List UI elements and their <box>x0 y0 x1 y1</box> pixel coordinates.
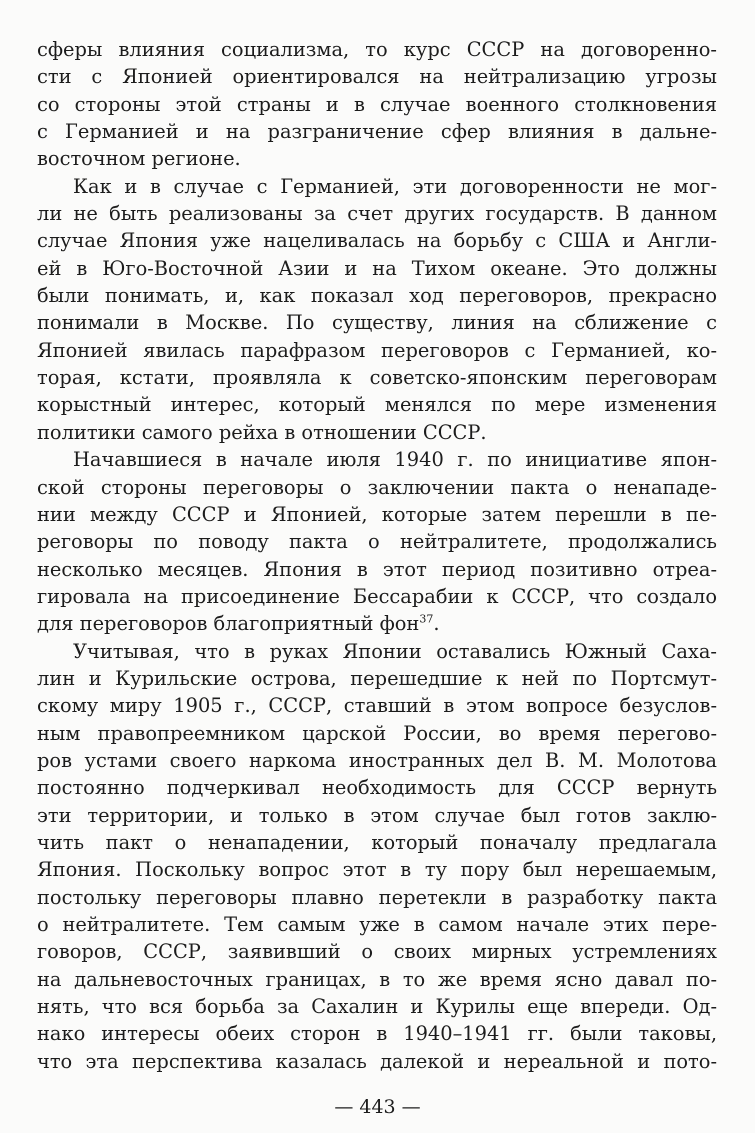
line-text: с Германией и на разграничение сфер влияния в дальне- <box>37 120 717 144</box>
text-line <box>37 638 717 665</box>
page-number: — 443 — <box>334 1096 421 1118</box>
text-line <box>37 747 717 774</box>
text-line <box>37 829 717 856</box>
text-line <box>37 884 717 911</box>
line-text: Япония. Поскольку вопрос этот в ту пору был нерешаемым, <box>37 858 717 882</box>
text-line <box>37 911 717 938</box>
line-text: несколько месяцев. Япония в этот период позитивно отреа- <box>37 557 717 581</box>
text-line <box>37 993 717 1020</box>
text-line <box>37 145 717 172</box>
text-line <box>37 1020 717 1047</box>
text-line <box>37 774 717 801</box>
footnote-punctuation: . <box>433 612 440 636</box>
line-text: нии между СССР и Японией, которые затем перешли в пе- <box>37 502 717 526</box>
text-line <box>37 665 717 692</box>
line-text: были понимать, и, как показал ход переговоров, прекрасно <box>37 284 717 308</box>
text-line <box>37 528 717 555</box>
text-line <box>37 91 717 118</box>
text-line <box>37 556 717 583</box>
line-text: торая, кстати, проявляла к советско-японским переговорам <box>37 366 717 390</box>
text-line <box>37 36 717 63</box>
line-text: нять, что вся борьба за Сахалин и Курилы еще впереди. Од- <box>37 995 717 1019</box>
line-text: говоров, СССР, заявивший о своих мирных устремлениях <box>37 940 717 964</box>
text-line <box>37 309 717 336</box>
line-text: нако интересы обеих сторон в 1940–1941 гг. были таковы, <box>37 1022 717 1046</box>
line-text: лин и Курильские острова, перешедшие к ней по Портсмут- <box>37 666 717 690</box>
line-text: случае Япония уже нацеливалась на борьбу с США и Англи- <box>37 229 717 253</box>
line-text: гировала на присоединение Бессарабии к СССР, что создало <box>37 584 717 608</box>
text-line <box>37 200 717 227</box>
text-line <box>37 474 717 501</box>
text-line <box>37 419 717 446</box>
line-text: о нейтралитете. Тем самым уже в самом начале этих пере- <box>37 913 717 936</box>
text-line <box>37 364 717 391</box>
text-line <box>37 501 717 528</box>
line-text: ской стороны переговоры о заключении пакта о ненападе- <box>37 475 717 499</box>
line-text: чить пакт о ненападении, который поначалу предлагала <box>37 830 717 854</box>
line-text: постоянно подчеркивал необходимость для СССР вернуть <box>37 776 717 800</box>
line-text: Начавшиеся в начале июля 1940 г. по инициативе япон- <box>73 448 717 472</box>
line-text: ли не быть реализованы за счет других государств. В данном <box>37 202 717 226</box>
text-line <box>37 337 717 364</box>
text-line <box>37 856 717 883</box>
line-text: корыстный интерес, который менялся по мере изменения <box>37 393 717 417</box>
text-line <box>37 802 717 829</box>
text-line <box>37 282 717 309</box>
line-text: понимали в Москве. По существу, линия на сближение с <box>37 311 717 335</box>
text-line <box>37 391 717 418</box>
line-text: восточном регионе. <box>37 147 241 171</box>
line-text: для переговоров благоприятный фон <box>37 612 420 636</box>
text-line <box>37 966 717 993</box>
text-line <box>37 692 717 719</box>
line-text: что эта перспектива казалась далекой и нереальной и пото- <box>37 1049 717 1073</box>
line-text: на дальневосточных границах, в то же время ясно давал по- <box>37 967 717 991</box>
text-line <box>37 938 717 965</box>
line-text: Как и в случае с Германией, эти договоренности не мог- <box>73 174 717 198</box>
text-line <box>37 583 717 610</box>
text-line <box>37 118 717 145</box>
body-text <box>37 36 717 1075</box>
line-text: сферы влияния социализма, то курс СССР на договоренно- <box>37 38 717 61</box>
line-text: Учитывая, что в руках Японии оставались Южный Саха- <box>73 639 717 663</box>
line-text: ным правопреемником царской России, во время перегово- <box>37 721 717 745</box>
line-text: Японией явилась парафразом переговоров с Германией, ко- <box>37 338 717 362</box>
line-text: ров устами своего наркома иностранных дел В. М. Молотова <box>37 748 717 772</box>
line-text: сти с Японией ориентировался на нейтрализацию угрозы <box>37 65 717 89</box>
text-line <box>37 446 717 473</box>
text-line <box>37 1048 717 1075</box>
text-line <box>37 63 717 90</box>
line-text: реговоры по поводу пакта о нейтралитете, продолжались <box>37 530 717 554</box>
line-text: со стороны этой страны и в случае военного столкновения <box>37 92 717 116</box>
text-line <box>37 610 717 637</box>
line-text: политики самого рейха в отношении СССР. <box>37 420 487 444</box>
text-line <box>37 255 717 282</box>
text-line <box>37 720 717 747</box>
footnote-marker: 37 <box>419 612 434 626</box>
text-line <box>37 227 717 254</box>
line-text: скому миру 1905 г., СССР, ставший в этом вопросе безуслов- <box>37 694 717 718</box>
line-text: эти территории, и только в этом случае был готов заклю- <box>37 803 717 827</box>
text-line <box>37 173 717 200</box>
line-text: ей в Юго-Восточной Азии и на Тихом океане. Это должны <box>37 256 717 280</box>
line-text: постольку переговоры плавно перетекли в разработку пакта <box>37 885 717 909</box>
